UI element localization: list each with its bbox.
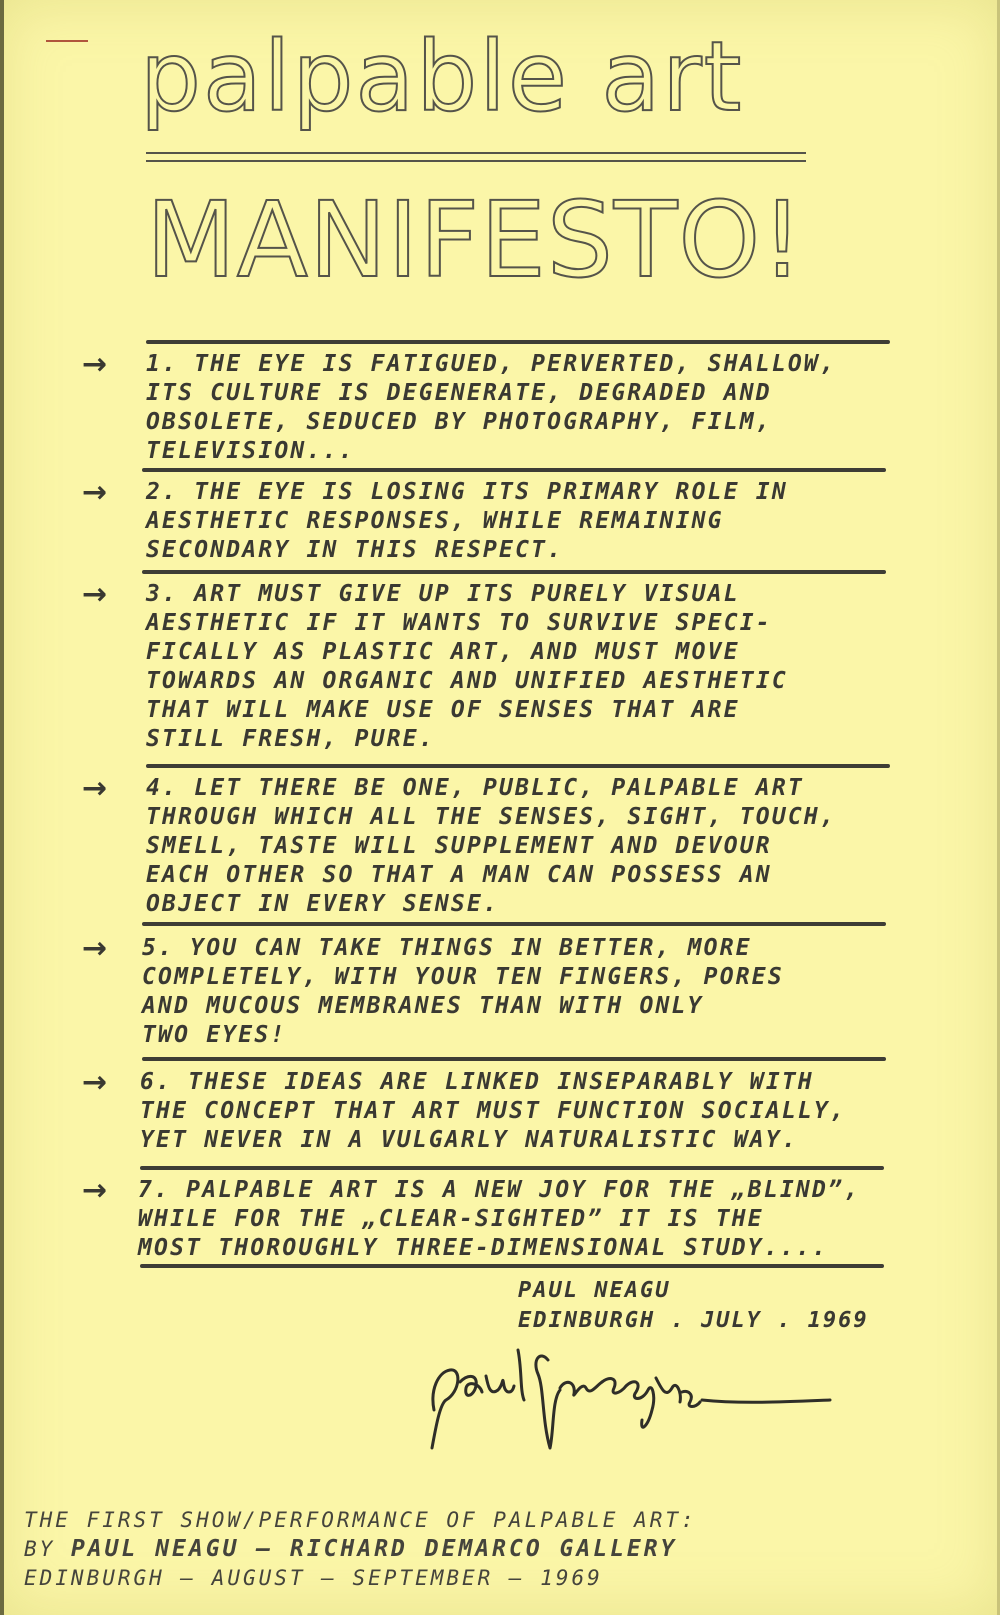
divider-line	[142, 570, 886, 574]
arrow-icon: →	[82, 1065, 108, 1100]
red-pencil-mark	[46, 40, 88, 42]
divider-line	[146, 340, 890, 344]
manifesto-point-7: 7. PALPABLE ART IS A NEW JOY FOR THE „BLIND”, WHILE FOR THE „CLEAR-SIGHTED” IT IS THE MOST THOROUGHLY THREE-DIMENSIONAL STUDY....	[138, 1177, 861, 1261]
manifesto-point-5: 5. YOU CAN TAKE THINGS IN BETTER, MORE COMPLETELY, WITH YOUR TEN FINGERS, PORES AND MUCOUS MEMBRANES THAN WITH ONLY TWO EYES!	[142, 935, 784, 1048]
divider-line	[140, 1166, 884, 1170]
arrow-icon: →	[82, 931, 108, 966]
manifesto-point-2: 2. THE EYE IS LOSING ITS PRIMARY ROLE IN AESTHETIC RESPONSES, WHILE REMAINING SECONDARY IN THIS RESPECT.	[146, 479, 788, 563]
arrow-icon: →	[82, 771, 108, 806]
footer-line-2	[24, 1535, 954, 1563]
manifesto-point-4: 4. LET THERE BE ONE, PUBLIC, PALPABLE ART THROUGH WHICH ALL THE SENSES, SIGHT, TOUCH, SMELL, TASTE WILL SUPPLEMENT AND DEVOUR EACH OTHER SO THAT A MAN CAN POSSESS AN OBJECT IN EVERY SENSE.	[146, 775, 837, 917]
arrow-icon: →	[82, 475, 108, 510]
arrow-icon: →	[82, 1173, 108, 1208]
footer-gallery: PAUL NEAGU — RICHARD DEMARCO GALLERY	[70, 1536, 678, 1562]
paper-edge-left	[0, 0, 4, 1615]
manifesto-point-3: 3. ART MUST GIVE UP ITS PURELY VISUAL AESTHETIC IF IT WANTS TO SURVIVE SPECI- FICALLY AS PLASTIC ART, AND MUST MOVE TOWARDS AN ORGANIC AND UNIFIED AESTHETIC THAT WILL MAKE USE OF SENSES THAT ARE STILL FRESH, PURE.	[146, 581, 788, 752]
footer-by: BY	[24, 1537, 56, 1561]
divider-line	[142, 468, 886, 472]
divider-line	[140, 1264, 884, 1268]
arrow-icon: →	[82, 347, 108, 382]
title-manifesto: MANIFESTO!	[146, 179, 804, 301]
footer-line-1: THE FIRST SHOW/PERFORMANCE OF PALPABLE ART:	[24, 1508, 697, 1532]
divider-line	[146, 764, 890, 768]
title-underline	[146, 152, 806, 162]
divider-line	[142, 922, 886, 926]
footer-line-3: EDINBURGH — AUGUST — SEPTEMBER — 1969	[24, 1566, 603, 1590]
manifesto-point-1: 1. THE EYE IS FATIGUED, PERVERTED, SHALLOW, ITS CULTURE IS DEGENERATE, DEGRADED AND OBSOLETE, SEDUCED BY PHOTOGRAPHY, FILM, TELEVISION...	[146, 351, 837, 464]
divider-line	[142, 1057, 886, 1061]
handwritten-signature	[420, 1330, 860, 1460]
manifesto-point-6: 6. THESE IDEAS ARE LINKED INSEPARABLY WITH THE CONCEPT THAT ART MUST FUNCTION SOCIALLY, YET NEVER IN A VULGARLY NATURALISTIC WAY.	[140, 1069, 847, 1153]
title-palpable-art: palpable art	[140, 21, 744, 133]
author-place-date: PAUL NEAGU EDINBURGH . JULY . 1969	[518, 1278, 869, 1333]
arrow-icon: →	[82, 577, 108, 612]
